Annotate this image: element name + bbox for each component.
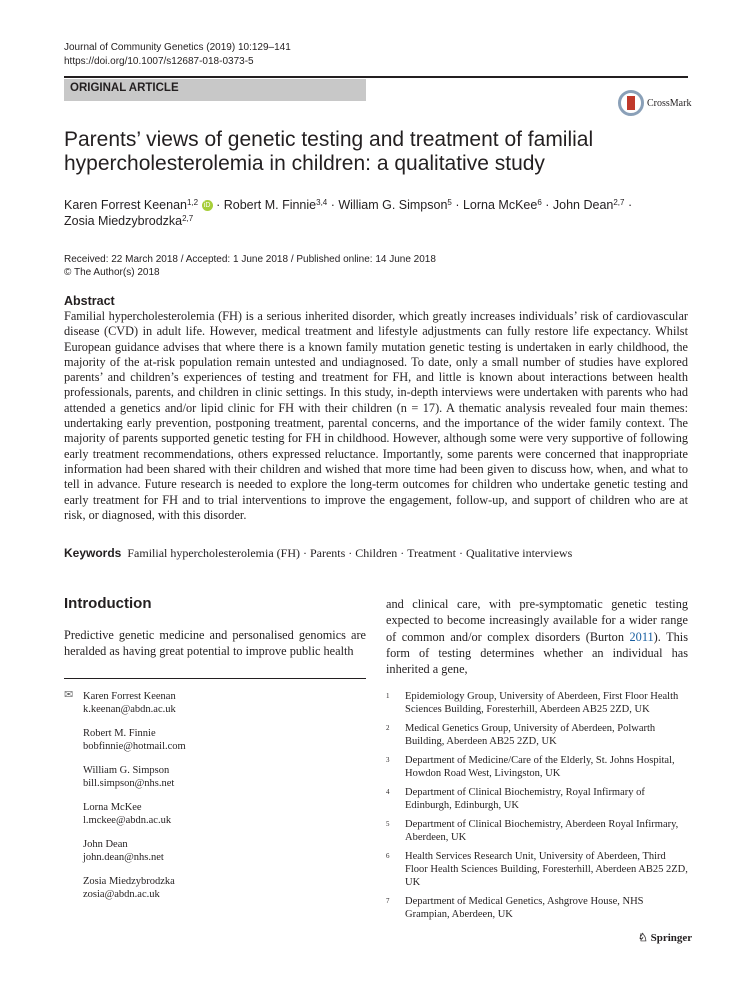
contact-email[interactable]: bobfinnie@hotmail.com [83, 741, 186, 752]
author[interactable]: William G. Simpson$^5$ [338, 198, 452, 212]
author-contacts [64, 690, 364, 912]
affiliation-number: 2 [386, 724, 390, 732]
contact-email[interactable]: john.dean@nhs.net [83, 852, 164, 863]
contact-email[interactable]: l.mckee@abdn.ac.uk [83, 815, 172, 826]
affiliation-text: Epidemiology Group, University of Aberdeen, First Floor Health Sciences Building, Foresterhill, Aberdeen AB25 2ZD, UK [405, 691, 679, 715]
contact-entry [64, 801, 364, 827]
introduction-right-column: and clinical care, with pre-symptomatic genetic testing expected to become increasingly available for a wider range of common and/or complex disorders (Burton 2011). This form of testing determines whether an individual has inherited a gene, [386, 597, 688, 677]
dates-line: Received: 22 March 2018 / Accepted: 1 June 2018 / Published online: 14 June 2018 [64, 254, 436, 265]
author[interactable]: Zosia Miedzybrodzka$^{2,7}$ [64, 214, 194, 228]
affiliation-entry [386, 786, 688, 812]
affiliation-text: Medical Genetics Group, University of Aberdeen, Polwarth Building, Aberdeen AB25 2ZD, UK [405, 723, 656, 747]
envelope-icon: ✉ [64, 689, 74, 701]
contact-name: John Dean [83, 839, 128, 850]
affiliation-text: Department of Medicine/Care of the Elderly, St. Johns Hospital, Howdon Road West, Livingston, UK [405, 755, 675, 779]
header-rule [64, 76, 688, 78]
contact-name: Lorna McKee [83, 802, 142, 813]
author-list: Karen Forrest Keenan$^{1,2}$ iD · Robert M. Finnie$^{3,4}$ · William G. Simpson$^5$ · Lorna McKee$^6$ · John Dean$^{2,7}$ · Zosia Miedzybrodzka$^{2,7}$ [64, 198, 633, 228]
affiliation-number: 5 [386, 820, 390, 828]
keywords-label: Keywords [64, 546, 122, 560]
doi-link[interactable]: https://doi.org/10.1007/s12687-018-0373-5 [64, 56, 254, 67]
affiliation-number: 7 [386, 897, 390, 905]
affiliation-number: 6 [386, 852, 390, 860]
abstract-text: Familial hypercholesterolemia (FH) is a serious inherited disorder, which greatly increases individuals’ risk of cardiovascular disease (CVD) in adult life. However, medical treatment and lifestyle adjustments can fully restore life expectancy. Whilst European guidance advises that where there is a known family mutation genetic testing is undertaken in early childhood, the majority of the at-risk population remain untested and undiagnosed. To date, only a small number of studies have explored parents’ and children’s experiences of testing and treatment for FH, and little is known about interactions between health professionals, parents, and children in clinic settings. In this study, in-depth interviews were undertaken with parents who had attended a genetics and/or lipid clinic for FH with their children (n = 17). A thematic analysis revealed four main themes: undertaking early prevention, postponing treatment, parental concerns, and the importance of the wider family context. The majority of parents supported genetic testing for FH in childhood. However, although some were very supportive of following early treatment recommendations, others expressed reluctance. Importantly, some parents were concerned that inappropriate information had been shared with their children and wished that more time had been given to discuss how, when, and what to tell in advance. Future research is needed to explore the long-term outcomes for children who undertake genetic testing and early treatment for FH and to trial interventions to improve the engagement, follow-up, and support of children who are at risk, or diagnosed, with this disorder. [64, 309, 688, 522]
contact-entry [64, 875, 364, 901]
affiliation-text: Department of Clinical Biochemistry, Aberdeen Royal Infirmary, Aberdeen, UK [405, 819, 679, 843]
affiliation-entry [386, 895, 688, 921]
keywords [64, 546, 572, 561]
springer-horse-icon: ♘ [638, 932, 648, 944]
contact-email[interactable]: k.keenan@abdn.ac.uk [83, 704, 176, 715]
orcid-icon[interactable]: iD [202, 200, 213, 211]
affiliation-entry [386, 722, 688, 748]
affiliations [386, 690, 688, 927]
contact-entry [64, 764, 364, 790]
abstract-heading: Abstract [64, 294, 115, 308]
journal-header [64, 41, 291, 69]
contact-entry [64, 690, 364, 716]
crossmark-icon [618, 90, 644, 116]
affiliation-text: Department of Medical Genetics, Ashgrove House, NHS Grampian, Aberdeen, UK [405, 896, 644, 920]
affiliation-number: 3 [386, 756, 390, 764]
affiliation-number: 1 [386, 692, 390, 700]
article-title: Parents’ views of genetic testing and treatment of familial hypercholesterolemia in children: a qualitative study [64, 128, 594, 175]
affiliation-entry [386, 690, 688, 716]
contact-name: William G. Simpson [83, 765, 170, 776]
contact-email[interactable]: bill.simpson@nhs.net [83, 778, 175, 789]
affiliation-text: Department of Clinical Biochemistry, Royal Infirmary of Edinburgh, Edinburgh, UK [405, 787, 645, 811]
publication-dates [64, 253, 436, 279]
author[interactable]: Karen Forrest Keenan$^{1,2}$ [64, 198, 199, 212]
contact-name: Robert M. Finnie [83, 728, 156, 739]
affiliation-number: 4 [386, 788, 390, 796]
author[interactable]: Lorna McKee$^6$ [462, 198, 542, 212]
crossmark-label: CrossMark [647, 97, 692, 109]
affiliation-entry [386, 754, 688, 780]
contact-entry [64, 838, 364, 864]
keywords-text: Familial hypercholesterolemia (FH) · Parents · Children · Treatment · Qualitative interviews [127, 546, 573, 560]
footnote-rule [64, 678, 366, 679]
springer-logo: ♘ Springer [638, 932, 693, 944]
contact-entry [64, 727, 364, 753]
affiliation-text: Health Services Research Unit, University of Aberdeen, Third Floor Health Sciences Building, Foresterhill, Aberdeen AB25 2ZD, UK [405, 851, 688, 888]
affiliation-entry [386, 818, 688, 844]
journal-citation: Journal of Community Genetics (2019) 10:129–141 [64, 42, 291, 53]
contact-email[interactable]: zosia@abdn.ac.uk [83, 889, 160, 900]
copyright-line: © The Author(s) 2018 [64, 267, 160, 278]
crossmark-button[interactable] [618, 90, 691, 116]
citation-link[interactable]: 2011 [629, 629, 654, 644]
contact-name: Karen Forrest Keenan [83, 691, 176, 702]
introduction-left-column: Predictive genetic medicine and personalised genomics are heralded as having great potential to improve public health [64, 628, 366, 658]
author[interactable]: Robert M. Finnie$^{3,4}$ [223, 198, 328, 212]
introduction-heading: Introduction [64, 595, 152, 612]
author[interactable]: John Dean$^{2,7}$ [552, 198, 625, 212]
affiliation-entry [386, 850, 688, 889]
article-type-banner: ORIGINAL ARTICLE [64, 79, 366, 101]
contact-name: Zosia Miedzybrodzka [83, 876, 175, 887]
